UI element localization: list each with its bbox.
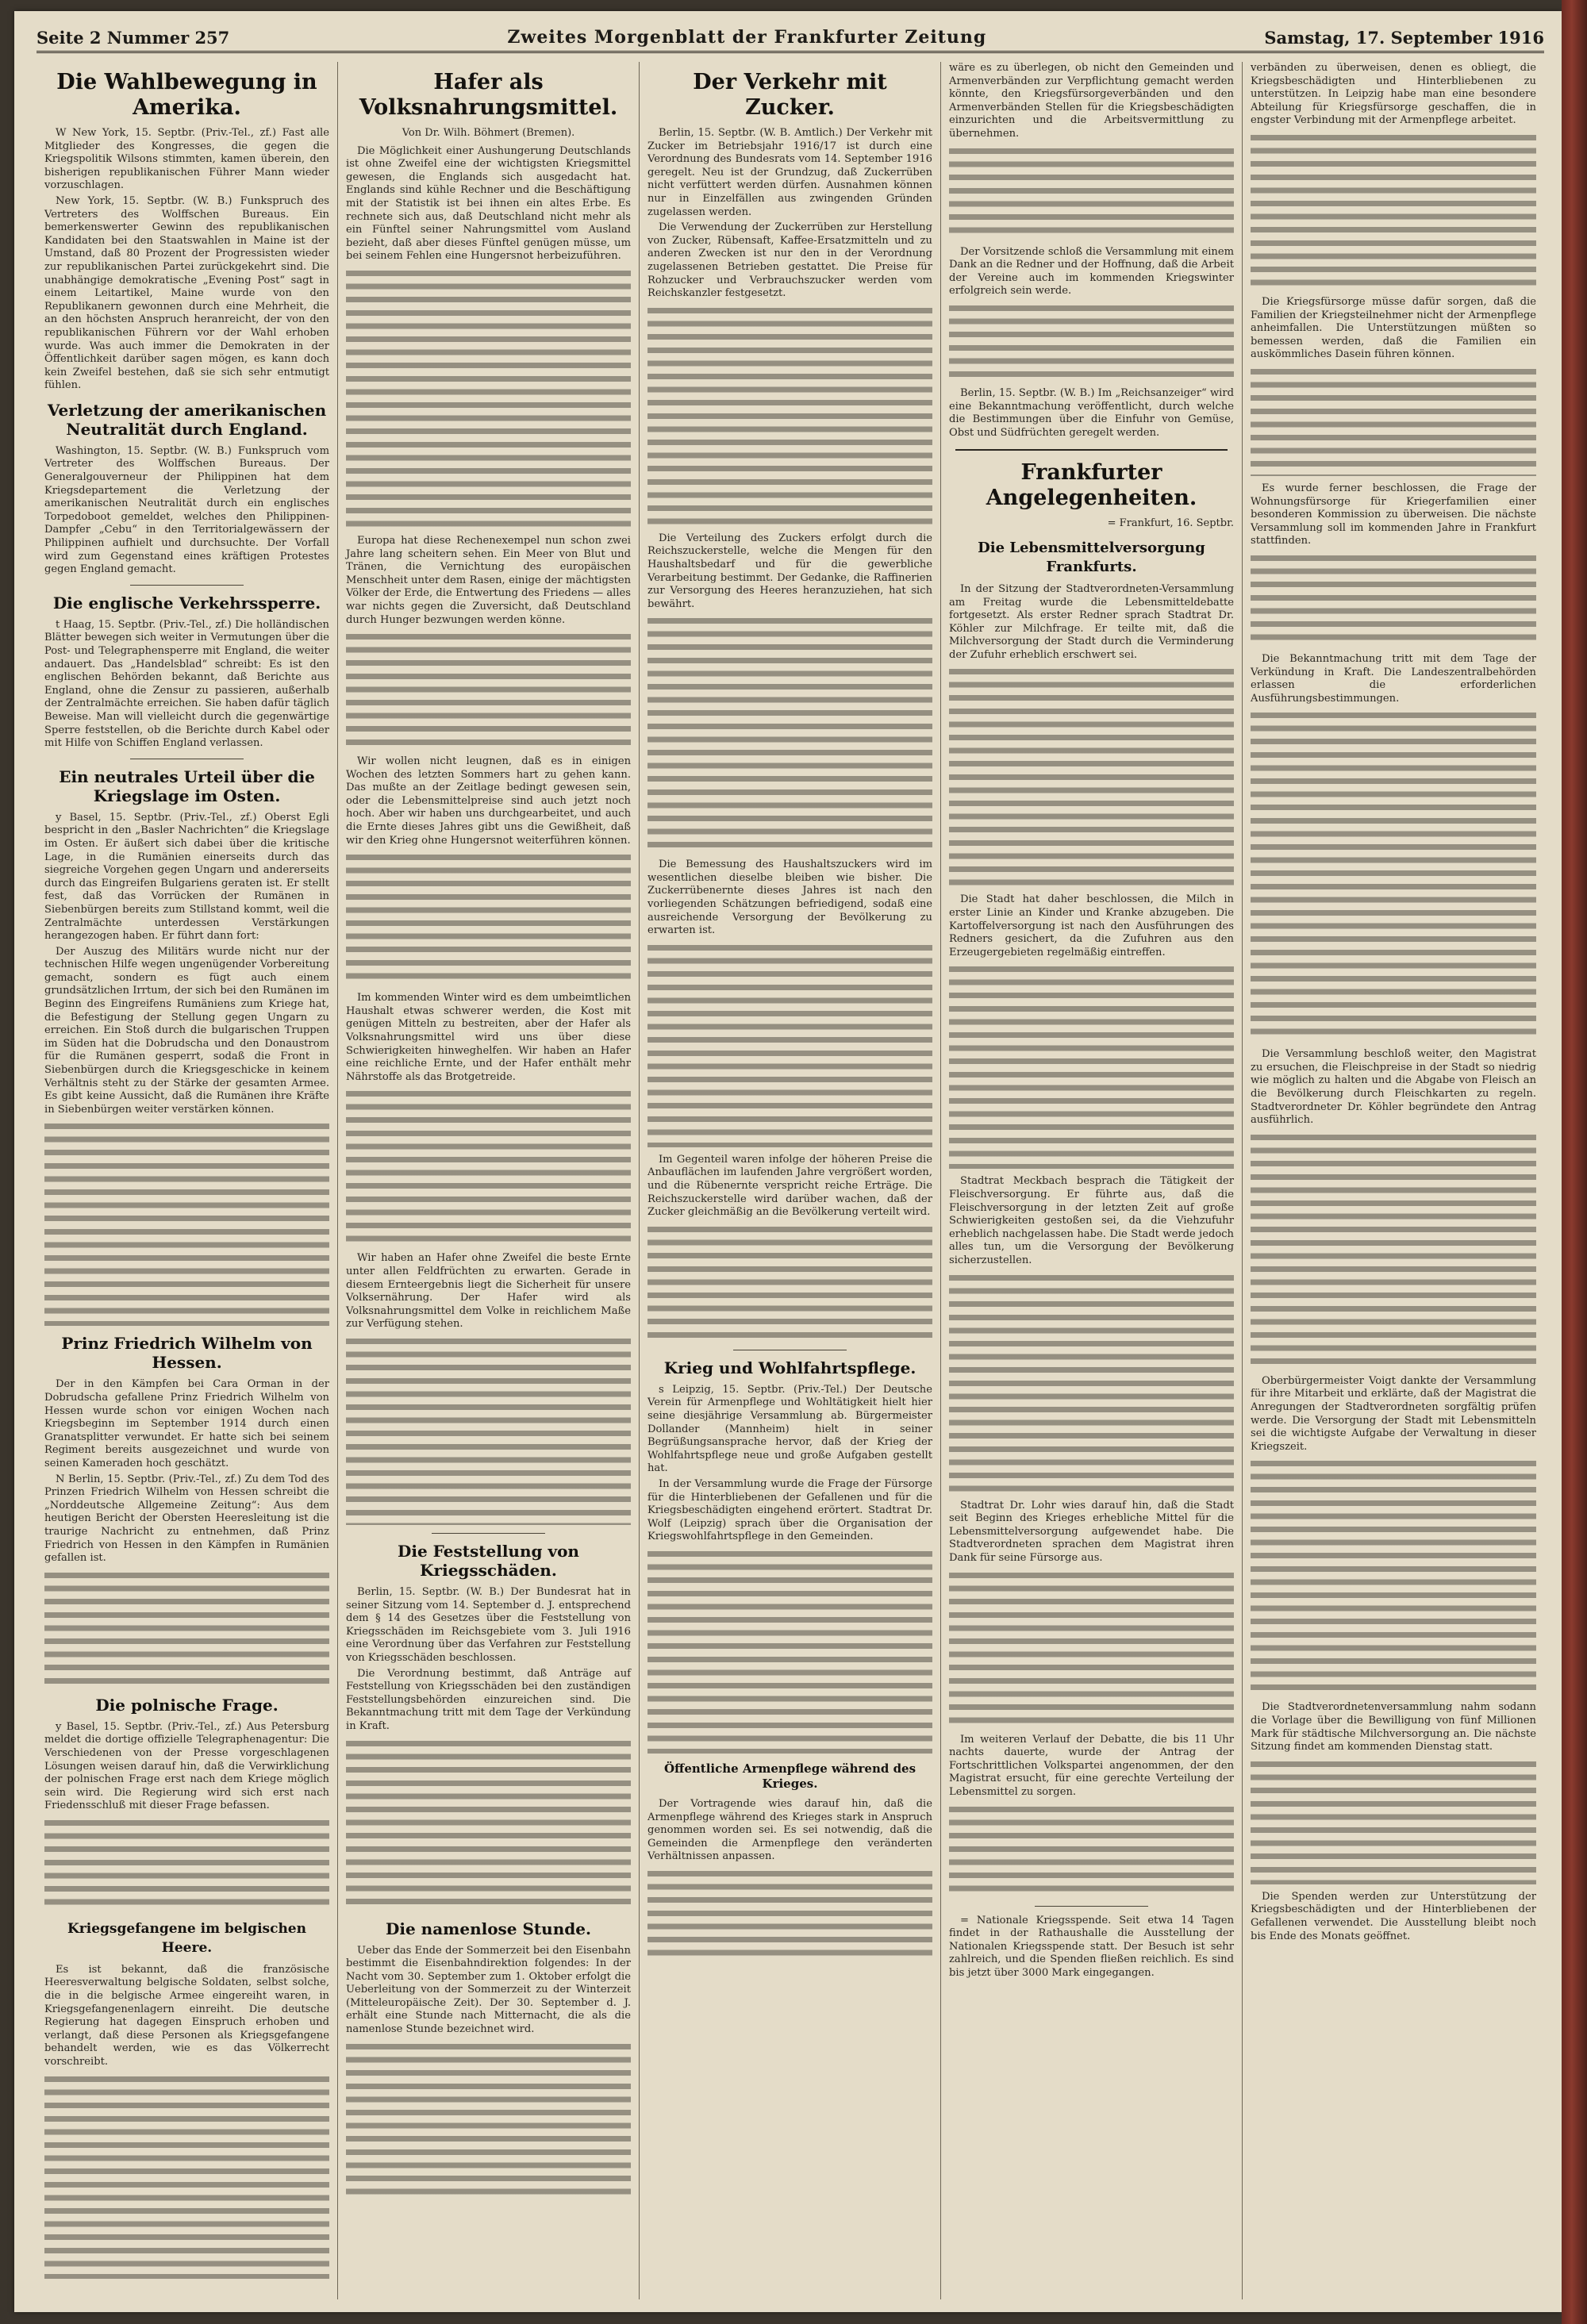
text-lines (1251, 1457, 1536, 1695)
text-lines (949, 665, 1234, 887)
text-lines (647, 941, 932, 1147)
paragraph: Stadtrat Dr. Lohr wies darauf hin, daß die Stadt seit Beginn des Krieges erhebliche Mittel für die Lebensmittelversorgung aufgewendet habe. Die Stadtverordneten sprachen dem Magistrat ihren Dank für seine Fürsorge aus. (949, 1499, 1234, 1564)
text-lines (949, 1569, 1234, 1727)
column-4 (941, 62, 1243, 2299)
text-lines (346, 267, 631, 528)
headline-wahlbewegung: Die Wahlbewegung in Amerika. (56, 70, 317, 120)
text-lines (949, 1271, 1234, 1493)
paragraph: Die Stadtverordnetenversammlung nahm sodann die Vorlage über die Bewilligung von fünf Millionen Mark für städtische Milchversorgung an. Die nächste Sitzung findet am kommenden Dienstag statt. (1251, 1701, 1536, 1754)
text-lines (346, 1335, 631, 1525)
text-lines (1251, 1131, 1536, 1369)
column-1 (37, 62, 338, 2299)
text-lines (44, 1120, 329, 1326)
paragraph: verbänden zu überweisen, denen es obliegt, die Kriegsbeschädigten und Hinterbliebenen zu unterstützen. In Leipzig habe man eine besondere Abteilung für Kriegsfürsorge geschaffen, die in engster Verbindung mit der Armenpflege arbeitet. (1251, 62, 1536, 127)
newspaper-page (14, 11, 1562, 2312)
text-lines (1251, 1757, 1536, 1884)
paragraph: Im kommenden Winter wird es dem umbeimtlichen Haushalt etwas schwerer werden, die Kost mit genügen Mitteln zu bestreiten, aber der Hafer als Volksnahrungsmittel wird uns über diese Schwierigkeiten hinweghelfen. Wir haben an Hafer eine reichliche Ernte, und der Hafer enthält mehr Nährstoffe als das Brotgetreide. (346, 992, 631, 1083)
headline-zucker: Der Verkehr mit Zucker. (693, 70, 887, 120)
text-lines (44, 1816, 329, 1911)
text-lines (949, 962, 1234, 1169)
paragraph: y Basel, 15. Septbr. (Priv.-Tel., zf.) Aus Petersburg meldet die dortige offizielle Telegraphenagentur: Die Verschiedenen von der Presse vorgeschlagenen Lösungen weisen darauf hin, daß die Verwirklichung der polnischen Frage erst nach dem Kriege möglich sein wird. Die Regierung wird sich erst nach Friedensschluß mit dieser Frage befassen. (44, 1720, 329, 1812)
masthead (37, 24, 1544, 53)
text-lines (346, 630, 631, 749)
text-lines (647, 304, 932, 526)
paragraph: Im weiteren Verlauf der Debatte, die bis 11 Uhr nachts dauerte, wurde der Antrag der Fortschrittlichen Volkspartei angenommen, der den Magistrat ersucht, für eine gerechte Verteilung der Lebensmittel zu sorgen. (949, 1733, 1234, 1798)
divider (130, 585, 244, 586)
paragraph: Ueber das Ende der Sommerzeit bei den Eisenbahn bestimmt die Eisenbahndirektion folgendes: In der Nacht vom 30. September zum 1. Oktober erfolgt die Ueberleitung von der Sommerzeit zu der Winterzeit (Mitteleuropäische Zeit). Der 30. September d. J. erhält eine Stunde nach Mitternacht, die als die namenlose Stunde bezeichnet wird. (346, 1944, 631, 2036)
paragraph: Washington, 15. Septbr. (W. B.) Funkspruch vom Vertreter des Wolffschen Bureaus. Der Generalgouverneur der Philippinen hat dem Kriegsdepartement die Verletzung der amerikanischen Neutralität durch ein englisches Torpedoboot gemeldet, welches den Philippinen-Dampfer „Cebu“ in den Territorialgewässern der Philippinen aufhielt und durchsuchte. Der Vorfall wird zum Gegenstand eines kräftigen Protestes gegen England gemacht. (44, 444, 329, 576)
column-3 (640, 62, 941, 2299)
paragraph: Im Gegenteil waren infolge der höheren Preise die Anbauflächen im laufenden Jahre vergrößert worden, und die Rübenernte verspricht reiche Erträge. Die Reichszuckerstelle wird darüber wachen, daß der Zucker gleichmäßig an die Bevölkerung verteilt wird. (647, 1153, 932, 1219)
paragraph: t Haag, 15. Septbr. (Priv.-Tel., zf.) Die holländischen Blätter bewegen sich weiter in Vermutungen über die Post- und Telegraphensperre mit England, die weiter andauert. Das „Handelsblad“ schreibt: Es ist den englischen Behörden bekannt, daß Berichte aus England, ohne die Zensur zu passieren, außerhalb der Zentralmächte erreichen. Sie haben dafür täglich Beweise. Man will vielleicht durch die gegenwärtige Sperre feststellen, ob die Berichte durch Kabel oder mit Hilfe von Schiffen England verlassen. (44, 618, 329, 750)
paragraph: Es wurde ferner beschlossen, die Frage der Wohnungsfürsorge für Kriegerfamilien einer besonderen Kommission zu überweisen. Die nächste Versammlung soll im kommenden Jahre in Frankfurt stattfinden. (1251, 482, 1536, 547)
text-lines (346, 1737, 631, 1911)
divider (955, 449, 1228, 451)
text-lines (346, 2040, 631, 2199)
text-lines (1251, 365, 1536, 476)
text-lines (1251, 131, 1536, 290)
headline-kriegsschaeden: Die Feststellung von Kriegsschäden. (398, 1541, 579, 1580)
headline-prinz-hessen: Prinz Friedrich Wilhelm von Hessen. (61, 1334, 313, 1373)
text-lines (1251, 551, 1536, 647)
paragraph: Wir wollen nicht leugnen, daß es in einigen Wochen des letzten Sommers hart zu gehen kann. Das mußte an der Zeitlage bedingt gewesen sein, oder die Lebensmittelpreise sind auch jetzt noch hoch. Aber wir haben uns durchgearbeitet, und auch die Ernte dieses Jahres gibt uns die Gewißheit, daß wir den Krieg ohne Hungersnot weiterführen können. (346, 755, 631, 847)
headline-polnische-frage: Die polnische Frage. (95, 1695, 279, 1715)
column-5 (1243, 62, 1544, 2299)
paragraph: Es ist bekannt, daß die französische Heeresverwaltung belgische Soldaten, selbst solche, die in die belgische Armee eingereiht waren, in Kriegsgefangenenlagern einreiht. Die deutsche Regierung hat dagegen Einspruch erhoben und verlangt, daß diese Personen als Kriegsgefangene behandelt werden, wie es das Völkerrecht vorschreibt. (44, 1963, 329, 2069)
text-lines (949, 1803, 1234, 1898)
paragraph: Europa hat diese Rechenexempel nun schon zwei Jahre lang scheitern sehen. Ein Meer von Blut und Tränen, die Vernichtung des europäischen Menschheit unter dem Rasen, einige der mächtigsten Völker der Erde, die Entwertung des Friedens — alles war nichts gegen die Zuversicht, daß Deutschland durch Hunger bezwungen werden könne. (346, 534, 631, 626)
paragraph: Stadtrat Meckbach besprach die Tätigkeit der Fleischversorgung. Er führte aus, daß die Fleischversorgung in der letzten Zeit auf große Schwierigkeiten gestoßen sei, da die Viehzufuhr erheblich nachgelassen habe. Die Stadt werde jedoch alles tun, um die Versorgung der Bevölkerung sicherzustellen. (949, 1175, 1234, 1266)
headline-neutralitaet: Verletzung der amerikanischen Neutralität durch England. (47, 400, 327, 439)
text-lines (44, 2072, 329, 2279)
paragraph: W New York, 15. Septbr. (Priv.-Tel., zf.) Fast alle Mitglieder des Kongresses, die gegen die Kriegspolitik Wilsons stimmten, kamen überein, den bisherigen republikanischen Führer Mann wieder vorzuschlagen. (44, 127, 329, 192)
paragraph: Die Verwendung der Zuckerrüben zur Herstellung von Zucker, Rübensaft, Kaffee-Ersatzmitteln und zu anderen Zwecken ist nur den in der Verordnung zugelassenen Betrieben gestattet. Die Preise für Rohzucker und Verbrauchszucker werden vom Reichskanzler festgesetzt. (647, 221, 932, 300)
divider (432, 1533, 546, 1534)
paragraph: = Nationale Kriegsspende. Seit etwa 14 Tagen findet in der Rathaushalle die Ausstellung der Nationalen Kriegsspende statt. Der Besuch ist sehr zahlreich, und die Spenden fließen reichlich. Es sind bis jetzt über 3000 Mark eingegangen. (949, 1914, 1234, 1979)
headline-wohlfahrtspflege: Krieg und Wohlfahrtspflege. (663, 1358, 916, 1377)
text-lines (647, 1547, 932, 1754)
text-lines (647, 614, 932, 852)
headline-lebensmittelversorgung: Die Lebensmittelversorgung Frankfurts. (978, 539, 1205, 575)
text-lines (647, 1223, 932, 1342)
paragraph: Die Möglichkeit einer Aushungerung Deutschlands ist ohne Zweifel eine der wichtigsten Kriegsmittel gewesen, die Englands sich ausgedacht hat. Englands sind kühle Rechner und die Beschäftigung mit der Statistik ist bei ihnen ein altes Erbe. Es rechnete sich aus, daß Deutschland nicht mehr als ein Fünftel seiner Nahrungsmittel vom Ausland bezieht, daß aber dieses Fünftel genügen müsse, um bei seinem Fehlen eine Hungersnot herbeizuführen. (346, 144, 631, 263)
paragraph: In der Versammlung wurde die Frage der Fürsorge für die Hinterbliebenen der Gefallenen und für die Kriegsbeschädigten eingehend erörtert. Stadtrat Dr. Wolf (Leipzig) sprach über die Organisation der Kriegswohlfahrtspflege in den Gemeinden. (647, 1477, 932, 1543)
paragraph: Berlin, 15. Septbr. (W. B.) Der Bundesrat hat in seiner Sitzung vom 14. September d. J. entsprechend dem § 14 des Gesetzes über die Feststellung von Kriegsschäden im Reichsgebiete vom 3. Juli 1916 eine Verordnung über das Verfahren zur Feststellung von Kriegsschäden beschlossen. (346, 1585, 631, 1664)
paragraph: New York, 15. Septbr. (W. B.) Funkspruch des Vertreters des Wolffschen Bureaus. Ein bemerkenswerter Gewinn des republikanischen Kandidaten bei den Staatswahlen in Maine ist der Umstand, daß 80 Prozent der Progressisten wieder zur republikanischen Partei zurückgekehrt sind. Die unabhängige demokratische „Evening Post“ sagt in einem Leitartikel, Maine wurde von den Republikanern gewonnen durch eine Mehrheit, die an den höchsten Anspruch heranreicht, der von den republikanischen Führern vor der Wahl erhoben wurde. Was auch immer die Demokraten in der Öffentlichkeit darüber sagen mögen, es kann doch kein Zweifel bestehen, daß sie sich sehr entmutigt fühlen. (44, 194, 329, 392)
column-2 (338, 62, 640, 2299)
text-lines (346, 851, 631, 985)
paragraph: Die Kriegsfürsorge müsse dafür sorgen, daß die Familien der Kriegsteilnehmer nicht der Armenpflege anheimfallen. Die Unterstützungen müßten so bemessen werden, daß die Familien ein auskömmliches Dasein führen können. (1251, 295, 1536, 361)
dateline: = Frankfurt, 16. Septbr. (1107, 517, 1234, 530)
paragraph: Der Vortragende wies darauf hin, daß die Armenpflege während des Krieges stark in Anspruch genommen worden sei. Es sei notwendig, daß die Gemeinden die Armenpflege den veränderten Verhältnissen anpassen. (647, 1797, 932, 1863)
newspaper-title: Zweites Morgenblatt der Frankfurter Zeitung (507, 27, 987, 48)
headline-hafer: Hafer als Volksnahrungsmittel. (359, 70, 618, 120)
paragraph: Berlin, 15. Septbr. (W. B. Amtlich.) Der Verkehr mit Zucker im Betriebsjahr 1916/17 ist durch eine Verordnung des Bundesrats vom 14. September 1916 geregelt. Neu ist der Grundzug, daß Zuckerrüben nicht verfüttert werden dürfen. Ausnahmen können nur in Einzelfällen aus zwingenden Gründen zugelassen werden. (647, 127, 932, 218)
paragraph: N Berlin, 15. Septbr. (Priv.-Tel., zf.) Zu dem Tod des Prinzen Friedrich Wilhelm von Hessen schreibt die „Norddeutsche Allgemeine Zeitung“: Aus dem heutigen Bericht der Obersten Heeresleitung ist die traurige Nachricht zu entnehmen, daß Prinz Friedrich von Hessen in den Kämpfen in Rumänien gefallen ist. (44, 1473, 329, 1565)
paragraph: Der Vorsitzende schloß die Versammlung mit einem Dank an die Redner und der Hoffnung, daß die Arbeit der Vereine auch im kommenden Kriegswinter erfolgreich sein werde. (949, 245, 1234, 298)
paragraph: Der in den Kämpfen bei Cara Orman in der Dobrudscha gefallene Prinz Friedrich Wilhelm von Hessen wurde schon vor einigen Wochen nach Kriegsbeginn im September 1914 durch einen Granatsplitter verwundet. Er hatte sich bei seinem Regiment bereits ausgezeichnet und wurde von seinen Kameraden hoch geschätzt. (44, 1378, 329, 1469)
paragraph: s Leipzig, 15. Septbr. (Priv.-Tel.) Der Deutsche Verein für Armenpflege und Wohltätigkeit hielt hier seine diesjährige Versammlung ab. Bürgermeister Dollander (Mannheim) hielt in seiner Begrüßungsansprache hervor, daß der Krieg der Wohlfahrtspflege neue und große Aufgaben gestellt hat. (647, 1383, 932, 1475)
headline-namenlose-stunde: Die namenlose Stunde. (386, 1919, 591, 1938)
byline: Von Dr. Wilh. Böhmert (Bremen). (402, 127, 575, 139)
paragraph: Der Auszug des Militärs wurde nicht nur der technischen Hilfe wegen ungenügender Vorbereitung gemacht, sondern es fügt auch einem grundsätzlichen Irrtum, der sich bei den Rumänen im Beginn des Eingreifens Rumäniens zum Kriege hat, die Befestigung der Stellung gegen Ungarn zu erreichen. Ein Stoß durch die bulgarischen Truppen im Süden hat die Dobrudscha und den Donaustrom für die Rumänen gesperrt, sodaß die Front in Siebenbürgen durch die Kriegsgeschicke in keinem Verhältnis steht zu der Stärke der gesamten Armee. Es gibt keine Aussicht, daß die Rumänen ihre Kräfte in Siebenbürgen weiter verstärken können. (44, 945, 329, 1116)
headline-kriegsgefangene: Kriegsgefangene im belgischen Heere. (67, 1920, 306, 1956)
paragraph: Die Verordnung bestimmt, daß Anträge auf Feststellung von Kriegsschäden bei den zuständigen Feststellungsbehörden einzureichen sind. Die Bekanntmachung tritt mit dem Tage der Verkündung in Kraft. (346, 1667, 631, 1732)
book-binding (1562, 0, 1587, 2324)
headline-verkehrssperre: Die englische Verkehrssperre. (52, 593, 321, 613)
headline-armenpflege: Öffentliche Armenpflege während des Krieges. (663, 1761, 916, 1791)
paragraph: Oberbürgermeister Voigt dankte der Versammlung für ihre Mitarbeit und erklärte, daß der Magistrat die Anregungen der Stadtverordneten sorgfältig prüfen werde. Die Versorgung der Stadt mit Lebensmitteln sei die wichtigste Aufgabe der Verwaltung in dieser Kriegszeit. (1251, 1374, 1536, 1453)
paragraph: y Basel, 15. Septbr. (Priv.-Tel., zf.) Oberst Egli bespricht in den „Basler Nachrichten“ die Kriegslage im Osten. Er äußert sich dabei über die kritische Lage, in die Rumänien einerseits durch das siegreiche Vorgehen gegen Ungarn und andererseits durch das Eingreifen Bulgariens geraten ist. Er stellt fest, daß das Vorrücken der Rumänen in Siebenbürgen bereits zum Stillstand kommt, weil die Zentralmächte unterdessen Verstärkungen herangezogen haben. Er führt dann fort: (44, 811, 329, 943)
issue-date: Samstag, 17. September 1916 (1264, 27, 1544, 48)
text-lines (44, 1569, 329, 1688)
page-number: Seite 2 Nummer 257 (37, 27, 230, 48)
text-lines (346, 1087, 631, 1246)
paragraph: Die Bekanntmachung tritt mit dem Tage der Verkündung in Kraft. Die Landeszentralbehörden erlassen die erforderlichen Ausführungsbestimmungen. (1251, 652, 1536, 705)
paragraph: Berlin, 15. Septbr. (W. B.) Im „Reichsanzeiger“ wird eine Bekanntmachung veröffentlicht, durch welche die Bestimmungen über die Einfuhr von Gemüse, Obst und Südfrüchten geregelt werden. (949, 386, 1234, 439)
divider (1035, 1906, 1149, 1907)
paragraph: Wir haben an Hafer ohne Zweifel die beste Ernte unter allen Feldfrüchten zu erwarten. Gerade in diesem Ernteergebnis liegt die Sicherheit für unsere Volksernährung. Der Hafer wird als Volksnahrungsmittel dem Volke in reichlichem Maße zur Verfügung stehen. (346, 1252, 631, 1331)
paragraph: Die Versammlung beschloß weiter, den Magistrat zu ersuchen, die Fleischpreise in der Stadt so niedrig wie möglich zu halten und die Abgabe von Fleisch an die Bevölkerung durch Fleischkarten zu regeln. Stadtverordneter Dr. Köhler begründete den Antrag ausführlich. (1251, 1048, 1536, 1127)
paragraph: Die Bemessung des Haushaltszuckers wird im wesentlichen dieselbe bleiben wie bisher. Die Zuckerrübenernte dieses Jahres ist nach den vorliegenden Schätzungen befriedigend, sodaß eine ausreichende Versorgung der Bevölkerung zu erwarten ist. (647, 859, 932, 937)
text-lines (647, 1867, 932, 1962)
paragraph: Die Verteilung des Zuckers erfolgt durch die Reichszuckerstelle, welche die Mengen für den Haushaltsbedarf und für die gewerbliche Verarbeitung bestimmt. Der Gedanke, die Raffinerien zur Versorgung des Heeres heranzuziehen, hat sich bewährt. (647, 532, 932, 610)
paragraph: wäre es zu überlegen, ob nicht den Gemeinden und Armenverbänden zur Verpflichtung gemacht werden könnte, den Kriegsfürsorgeverbänden und den Armenverbänden Stellen für die Kriegsbeschädigten einzurichten und die Arbeitsvermittlung zu übernehmen. (949, 62, 1234, 140)
paragraph: Die Stadt hat daher beschlossen, die Milch in erster Linie an Kinder und Kranke abzugeben. Die Kartoffelversorgung ist nach den Ausführungen des Redners gesichert, da die Zufuhren aus den Erzeugergebieten regelmäßig eintreffen. (949, 893, 1234, 958)
text-lines (1251, 709, 1536, 1042)
paragraph: Die Spenden werden zur Unterstützung der Kriegsbeschädigten und der Hinterbliebenen der Gefallenen verwendet. Die Ausstellung bleibt noch bis Ende des Monats geöffnet. (1251, 1890, 1536, 1942)
headline-kriegslage-osten: Ein neutrales Urteil über die Kriegslage im Osten. (59, 766, 315, 805)
columns (37, 62, 1544, 2299)
headline-frankfurter-angelegenheiten: Frankfurter Angelegenheiten. (986, 460, 1197, 511)
text-lines (949, 302, 1234, 381)
text-lines (949, 144, 1234, 240)
paragraph: In der Sitzung der Stadtverordneten-Versammlung am Freitag wurde die Lebensmitteldebatte fortgesetzt. Als erster Redner sprach Stadtrat Dr. Köhler zur Milchfrage. Er teilte mit, daß die Milchversorgung der Stadt durch die Verminderung der Zufuhr erheblich erschwert sei. (949, 582, 1234, 661)
